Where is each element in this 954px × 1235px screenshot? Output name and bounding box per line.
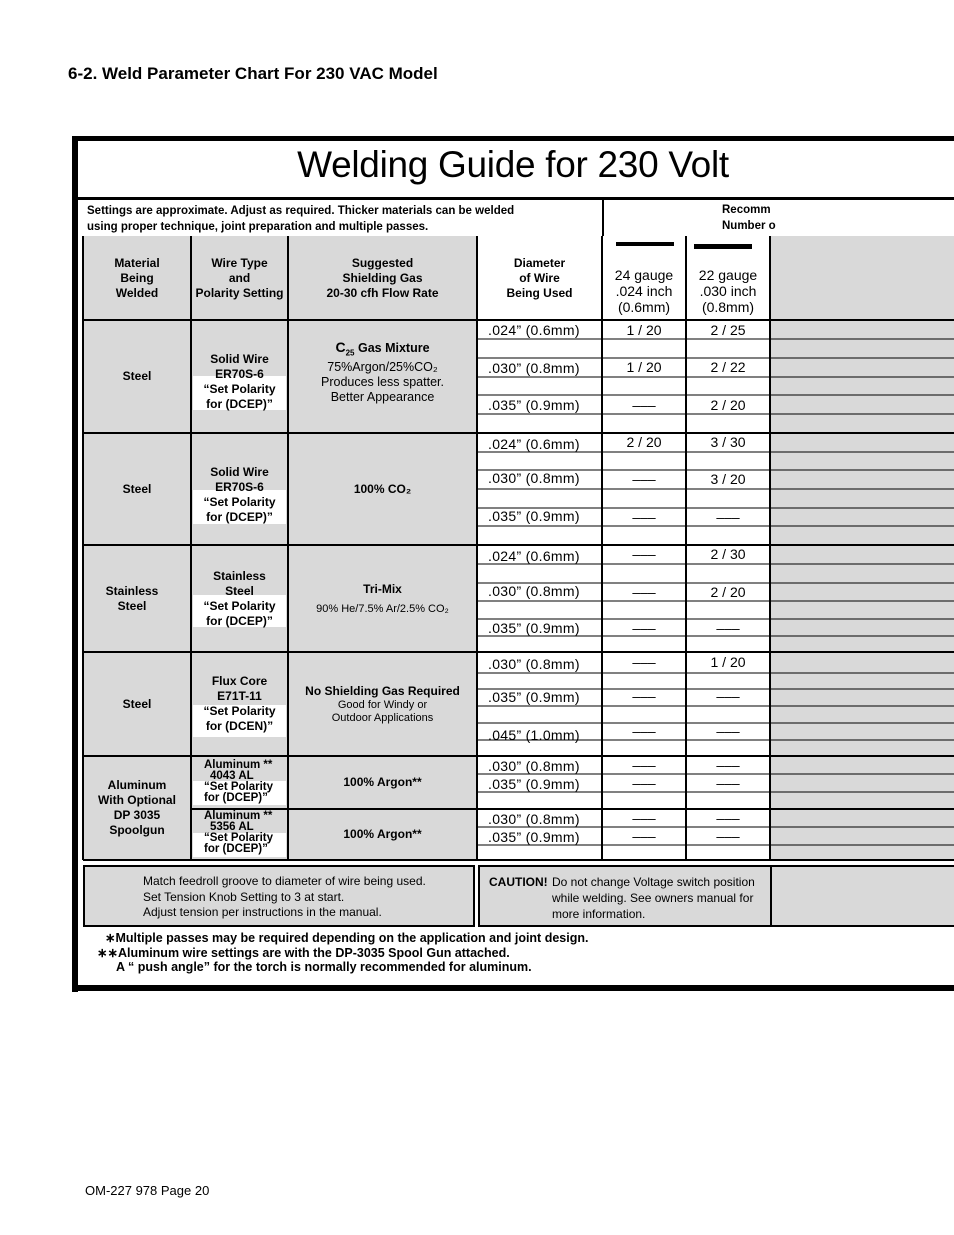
header-22-gauge: 22 gauge .030 inch (0.8mm): [698, 267, 758, 315]
wire-flux-core: Flux Core E71T-11 “Set Polarity for (DCEN)”: [203, 674, 276, 733]
wire-aluminum-5356: Aluminum ** 5356 AL “Set Polarity for (DCEP)”: [204, 810, 274, 855]
setting-22: –––: [716, 810, 740, 826]
gauge-24-sample-bar: [616, 242, 674, 246]
wire-size: .030” (0.8mm): [488, 811, 580, 827]
header-material: Material Being Welded: [114, 255, 160, 300]
setting-22: –––: [716, 509, 740, 525]
setting-22: 2 / 30: [710, 546, 746, 562]
setting-24: –––: [632, 828, 656, 844]
material-aluminum: Aluminum With Optional DP 3035 Spoolgun: [98, 778, 176, 837]
welding-guide-chart: [72, 136, 954, 992]
wire-stainless: Stainless Steel “Set Polarity for (DCEP)”: [203, 568, 276, 628]
gas-argon-2: 100% Argon**: [343, 827, 422, 841]
setting-24: –––: [632, 620, 656, 636]
setting-24: –––: [632, 546, 656, 562]
note-line-1: Settings are approximate. Adjust as required. Thicker materials can be welded: [87, 205, 515, 217]
header-diameter: Diameter of Wire Being Used: [506, 255, 573, 300]
setting-24: –––: [632, 509, 656, 525]
feedroll-note-box: Match feedroll groove to diameter of wire being used. Set Tension Knob Setting to 3 at start. Adjust tension per instructions in the manual.: [83, 865, 475, 927]
setting-24: –––: [632, 584, 656, 600]
wire-size: .024” (0.6mm): [488, 322, 580, 338]
wire-size: .024” (0.6mm): [488, 436, 580, 452]
wire-size: .030” (0.8mm): [488, 583, 580, 599]
caution-box: CAUTION! Do not change Voltage switch position while welding. See owners manual for more information.: [478, 865, 772, 927]
gas-none: No Shielding Gas Required Good for Windy or Outdoor Applications: [305, 683, 460, 724]
gauge-22-sample-bar: [694, 244, 752, 249]
setting-24: 2 / 20: [626, 434, 662, 450]
header-wire-type: Wire Type and Polarity Setting: [195, 255, 284, 300]
setting-22: –––: [716, 757, 740, 773]
frame-bottom: [72, 985, 954, 991]
footnote-1: ∗Multiple passes may be required depending on the application and joint design.: [105, 931, 589, 945]
setting-24: 1 / 20: [626, 322, 662, 338]
section-heading: 6-2. Weld Parameter Chart For 230 VAC Model: [68, 64, 438, 83]
frame-left: [72, 136, 78, 992]
wire-size: .035” (0.9mm): [488, 620, 580, 636]
setting-24: 1 / 20: [626, 359, 662, 375]
wire-size: .030” (0.8mm): [488, 758, 580, 774]
setting-24: –––: [632, 397, 656, 413]
wire-solid-1: Solid Wire ER70S-6 “Set Polarity for (DCEP)”: [203, 351, 276, 411]
setting-24: –––: [632, 471, 656, 487]
setting-22: –––: [716, 828, 740, 844]
setting-22: 2 / 22: [710, 359, 746, 375]
setting-22: 2 / 20: [710, 397, 746, 413]
caution-label: CAUTION!: [489, 875, 548, 889]
footnote-3: A “ push angle” for the torch is normally recommended for aluminum.: [116, 960, 532, 974]
wire-size: .030” (0.8mm): [488, 470, 580, 486]
material-steel-1: Steel: [122, 369, 152, 383]
setting-22: 3 / 30: [710, 434, 746, 450]
setting-22: –––: [716, 620, 740, 636]
setting-24: –––: [632, 654, 656, 670]
setting-22: –––: [716, 688, 740, 704]
guide-title: Welding Guide for 230 Volt: [297, 144, 729, 185]
material-steel-2: Steel: [122, 481, 152, 496]
wire-size: .035” (0.9mm): [488, 397, 580, 413]
recomm-label-1: Recomm: [722, 204, 771, 216]
recomm-label-2: Number o: [722, 220, 776, 232]
gas-argon-1: 100% Argon**: [343, 775, 422, 789]
wire-size: .035” (0.9mm): [488, 508, 580, 524]
wire-size: .035” (0.9mm): [488, 776, 580, 792]
right-note-box: [770, 865, 954, 927]
setting-22: 2 / 20: [710, 584, 746, 600]
wire-solid-2: Solid Wire ER70S-6 “Set Polarity for (DCEP)”: [203, 465, 276, 524]
setting-22: –––: [716, 775, 740, 791]
setting-24: –––: [632, 757, 656, 773]
page-footer: OM-227 978 Page 20: [85, 1183, 210, 1198]
gas-c25-mixture: $C_{25}$ Gas Mixture 75%Argon/25%CO₂ Produces less spatter. Better Appearance: [321, 338, 444, 405]
right-gray-area: [770, 236, 954, 860]
setting-24: –––: [632, 810, 656, 826]
wire-size: .030” (0.8mm): [488, 360, 580, 376]
note-line-2: using proper technique, joint preparation and multiple passes.: [87, 221, 429, 233]
footnote-2: ∗∗Aluminum wire settings are with the DP-3035 Spool Gun attached.: [97, 946, 510, 960]
wire-size: .035” (0.9mm): [488, 689, 580, 705]
setting-24: –––: [632, 688, 656, 704]
setting-22: 3 / 20: [710, 471, 746, 487]
setting-22: 1 / 20: [710, 654, 746, 670]
gas-trimix: Tri-Mix 90% He/7.5% Ar/2.5% CO₂: [316, 581, 449, 615]
note-divider: [602, 200, 604, 236]
header-gas: Suggested Shielding Gas 20-30 cfh Flow Rate: [326, 255, 439, 300]
setting-22: –––: [716, 723, 740, 739]
header-24-gauge: 24 gauge .024 inch (0.6mm): [614, 267, 674, 315]
wire-size: .045” (1.0mm): [488, 727, 580, 743]
wire-size: .035” (0.9mm): [488, 829, 580, 845]
setting-24: –––: [632, 723, 656, 739]
title-divider: [78, 197, 954, 200]
wire-size: .030” (0.8mm): [488, 656, 580, 672]
setting-22: 2 / 25: [710, 322, 746, 338]
gas-co2: 100% CO₂: [353, 481, 412, 496]
wire-size: .024” (0.6mm): [488, 548, 580, 564]
wire-aluminum-4043: Aluminum ** 4043 AL “Set Polarity for (DCEP)”: [204, 759, 274, 804]
material-steel-flux: Steel: [122, 696, 152, 711]
frame-top: [72, 136, 954, 141]
setting-24: –––: [632, 775, 656, 791]
material-stainless: Stainless Steel: [105, 583, 159, 613]
